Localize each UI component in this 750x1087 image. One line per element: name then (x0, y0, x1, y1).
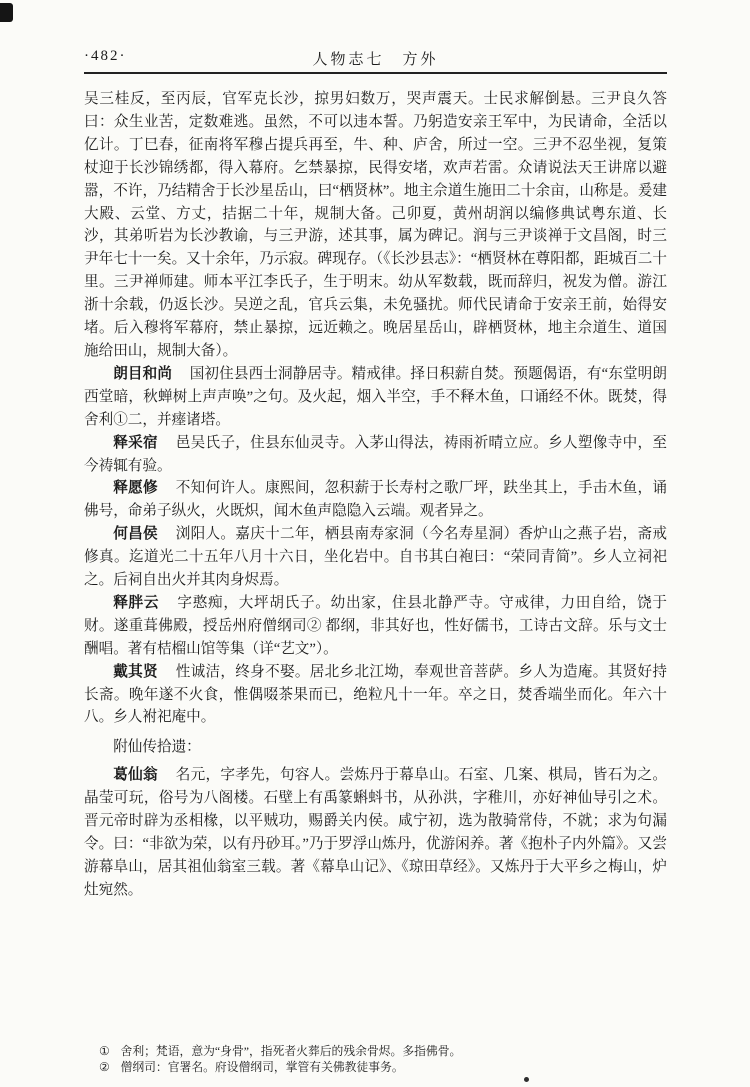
section-heading-fuxianzhuan (84, 736, 667, 759)
entry-name: 戴其贤 (113, 663, 158, 680)
scan-dot-artifact (524, 1077, 529, 1082)
paragraph-dai-qixian (84, 661, 667, 730)
entry-name: 葛仙翁 (113, 767, 158, 784)
paragraph-shi-caisu (84, 432, 667, 478)
page-header (84, 48, 667, 68)
paragraph-text: 邑吴氏子，住县东仙灵寺。入茅山得法，祷雨祈晴立应。乡人塑像寺中，至今祷辄有验。 (84, 434, 667, 474)
paragraph-text: 字憨痴，大坪胡氏子。幼出家，住县北静严寺。守戒律，力田自给，饶于财。遂重葺佛殿，授岳州府僧纲司② 都纲，非其好也，性好儒书，工诗古文辞。乐与文士酬唱。著有桔榴山馆等集（详“艺文”）。 (84, 594, 667, 657)
paragraph-text: 名元，字孝先，句容人。尝炼丹于幕阜山。石室、几案、棋局，皆石为之。晶莹可玩，俗号为八阁楼。石壁上有禹篆蝌蚪书，从孙洪，字稚川，亦好神仙导引之术。晋元帝时辟为丞相椽，以平贼功，赐爵关内侯。咸宁初，选为散骑常侍，不就；求为句漏令。曰：“非欲为荣，以有丹砂耳。”乃于罗浮山炼丹，优游闲养。著《抱朴子内外篇》。又尝游幕阜山，居其祖仙翁室三载。著《幕阜山记》、《琼田草经》。又炼丹于大平乡之梅山，炉灶宛然。 (84, 767, 667, 898)
footnote-marker: ② (99, 1059, 110, 1074)
paragraph-langmu-heshang (84, 363, 667, 432)
scan-corner-artifact (0, 3, 13, 22)
paragraph-text: 浏阳人。嘉庆十二年，栖县南寿家洞（今名寿星洞）香炉山之燕子岩，斋戒修真。迄道光二十五年八月十六日，坐化岩中。自书其白袍曰：“荣同青简”。乡人立祠祀之。后祠自出火并其肉身烬焉。 (84, 526, 667, 589)
page-title: 人物志七 方外 (312, 52, 439, 68)
footnotes (99, 1044, 665, 1076)
footnote-marker: ① (99, 1044, 110, 1058)
paragraph-text: 国初住县西士洞静居寺。精戒律。择日积薪自焚。预题偈语，有“东堂明朗西堂暗，秋蝉树上声声唤”之句。及火起，烟入半空，手不释木鱼，口诵经不休。既焚，得舍利①二，并瘗诸塔。 (84, 365, 667, 428)
entry-name: 朗目和尚 (113, 365, 173, 382)
entry-name: 何昌侯 (113, 526, 158, 543)
entry-name: 释愿修 (113, 480, 158, 497)
footnote-senggangsi (99, 1060, 665, 1076)
paragraph-text: 不知何许人。康熙间，忽积薪于长寿村之歌厂坪，趺坐其上，手击木鱼，诵佛号，命弟子纵火，火既炽，闻木鱼声隐隐入云端。观者异之。 (84, 480, 667, 520)
footnote-sheli (99, 1044, 665, 1060)
page-number: ·482· (84, 48, 127, 64)
paragraph-he-changhou (84, 523, 667, 592)
paragraph-text: 吴三桂反，至丙辰，官军克长沙，掠男妇数万，哭声震天。士民求解倒悬。三尹良久答曰：众生业苦，定数难逃。虽然，不可以违本誓。乃躬造安亲王军中，为民请命，全活以亿计。丁巳春，征南将军穆占提兵再至，牛、种、庐舍，所过一空。三尹不忍坐视，复策杖迎于长沙锦绣都，得入幕府。乞禁暴掠，民得安堵，欢声若雷。众请说法天王讲席以避嚣，不许，乃结精舍于长沙星岳山，曰“栖贤林”。地主佘道生施田二十余亩，山称是。爰建大殿、云堂、方丈，拮据二十年，规制大备。己卯夏，黄州胡润以编修典试粤东道、长沙，其弟听岩为长沙教谕，与三尹游，述其事，属为碑记。润与三尹谈禅于文昌阁，时三尹年七十一矣。又十余年，乃示寂。碑现存。（《长沙县志》：“栖贤林在尊阳都，距城百二十里。三尹禅师建。师本平江李氏子，生于明末。幼从军数载，既而辞归，祝发为僧。游江浙十余载，仍返长沙。吴逆之乱，官兵云集，未免骚扰。师代民请命于安亲王前，始得安堵。后入穆将军幕府，禁止暴掠，远近赖之。晚居星岳山，辟栖贤林，地主佘道生、道国施给田山，规制大备）。 (84, 91, 667, 359)
paragraph-shi-yuanxiu (84, 477, 667, 523)
header-rule (84, 72, 667, 74)
entry-name: 释胖云 (113, 594, 160, 611)
footnote-text: 舍利；梵语，意为“身骨”，指死者火葬后的残余骨烬。多指佛骨。 (120, 1044, 462, 1058)
paragraph-shi-panyun (84, 592, 667, 661)
entry-name: 释采宿 (113, 434, 158, 451)
paragraph-ge-xianweng (84, 764, 667, 901)
body-text (84, 88, 667, 902)
section-heading-text: 附仙传拾遗： (113, 739, 201, 756)
paragraph-continuation-wusangui (84, 88, 667, 363)
paragraph-text: 性诚洁，终身不娶。居北乡北江坳，奉观世音菩萨。乡人为造庵。其贤好持长斋。晚年遂不火食，惟偶啜茶果而已，绝粒凡十一年。卒之日，焚香端坐而化。年六十八。乡人袝祀庵中。 (84, 663, 667, 726)
footnote-text: 僧纲司：官署名。府设僧纲司，掌管有关佛教徒事务。 (120, 1059, 404, 1074)
